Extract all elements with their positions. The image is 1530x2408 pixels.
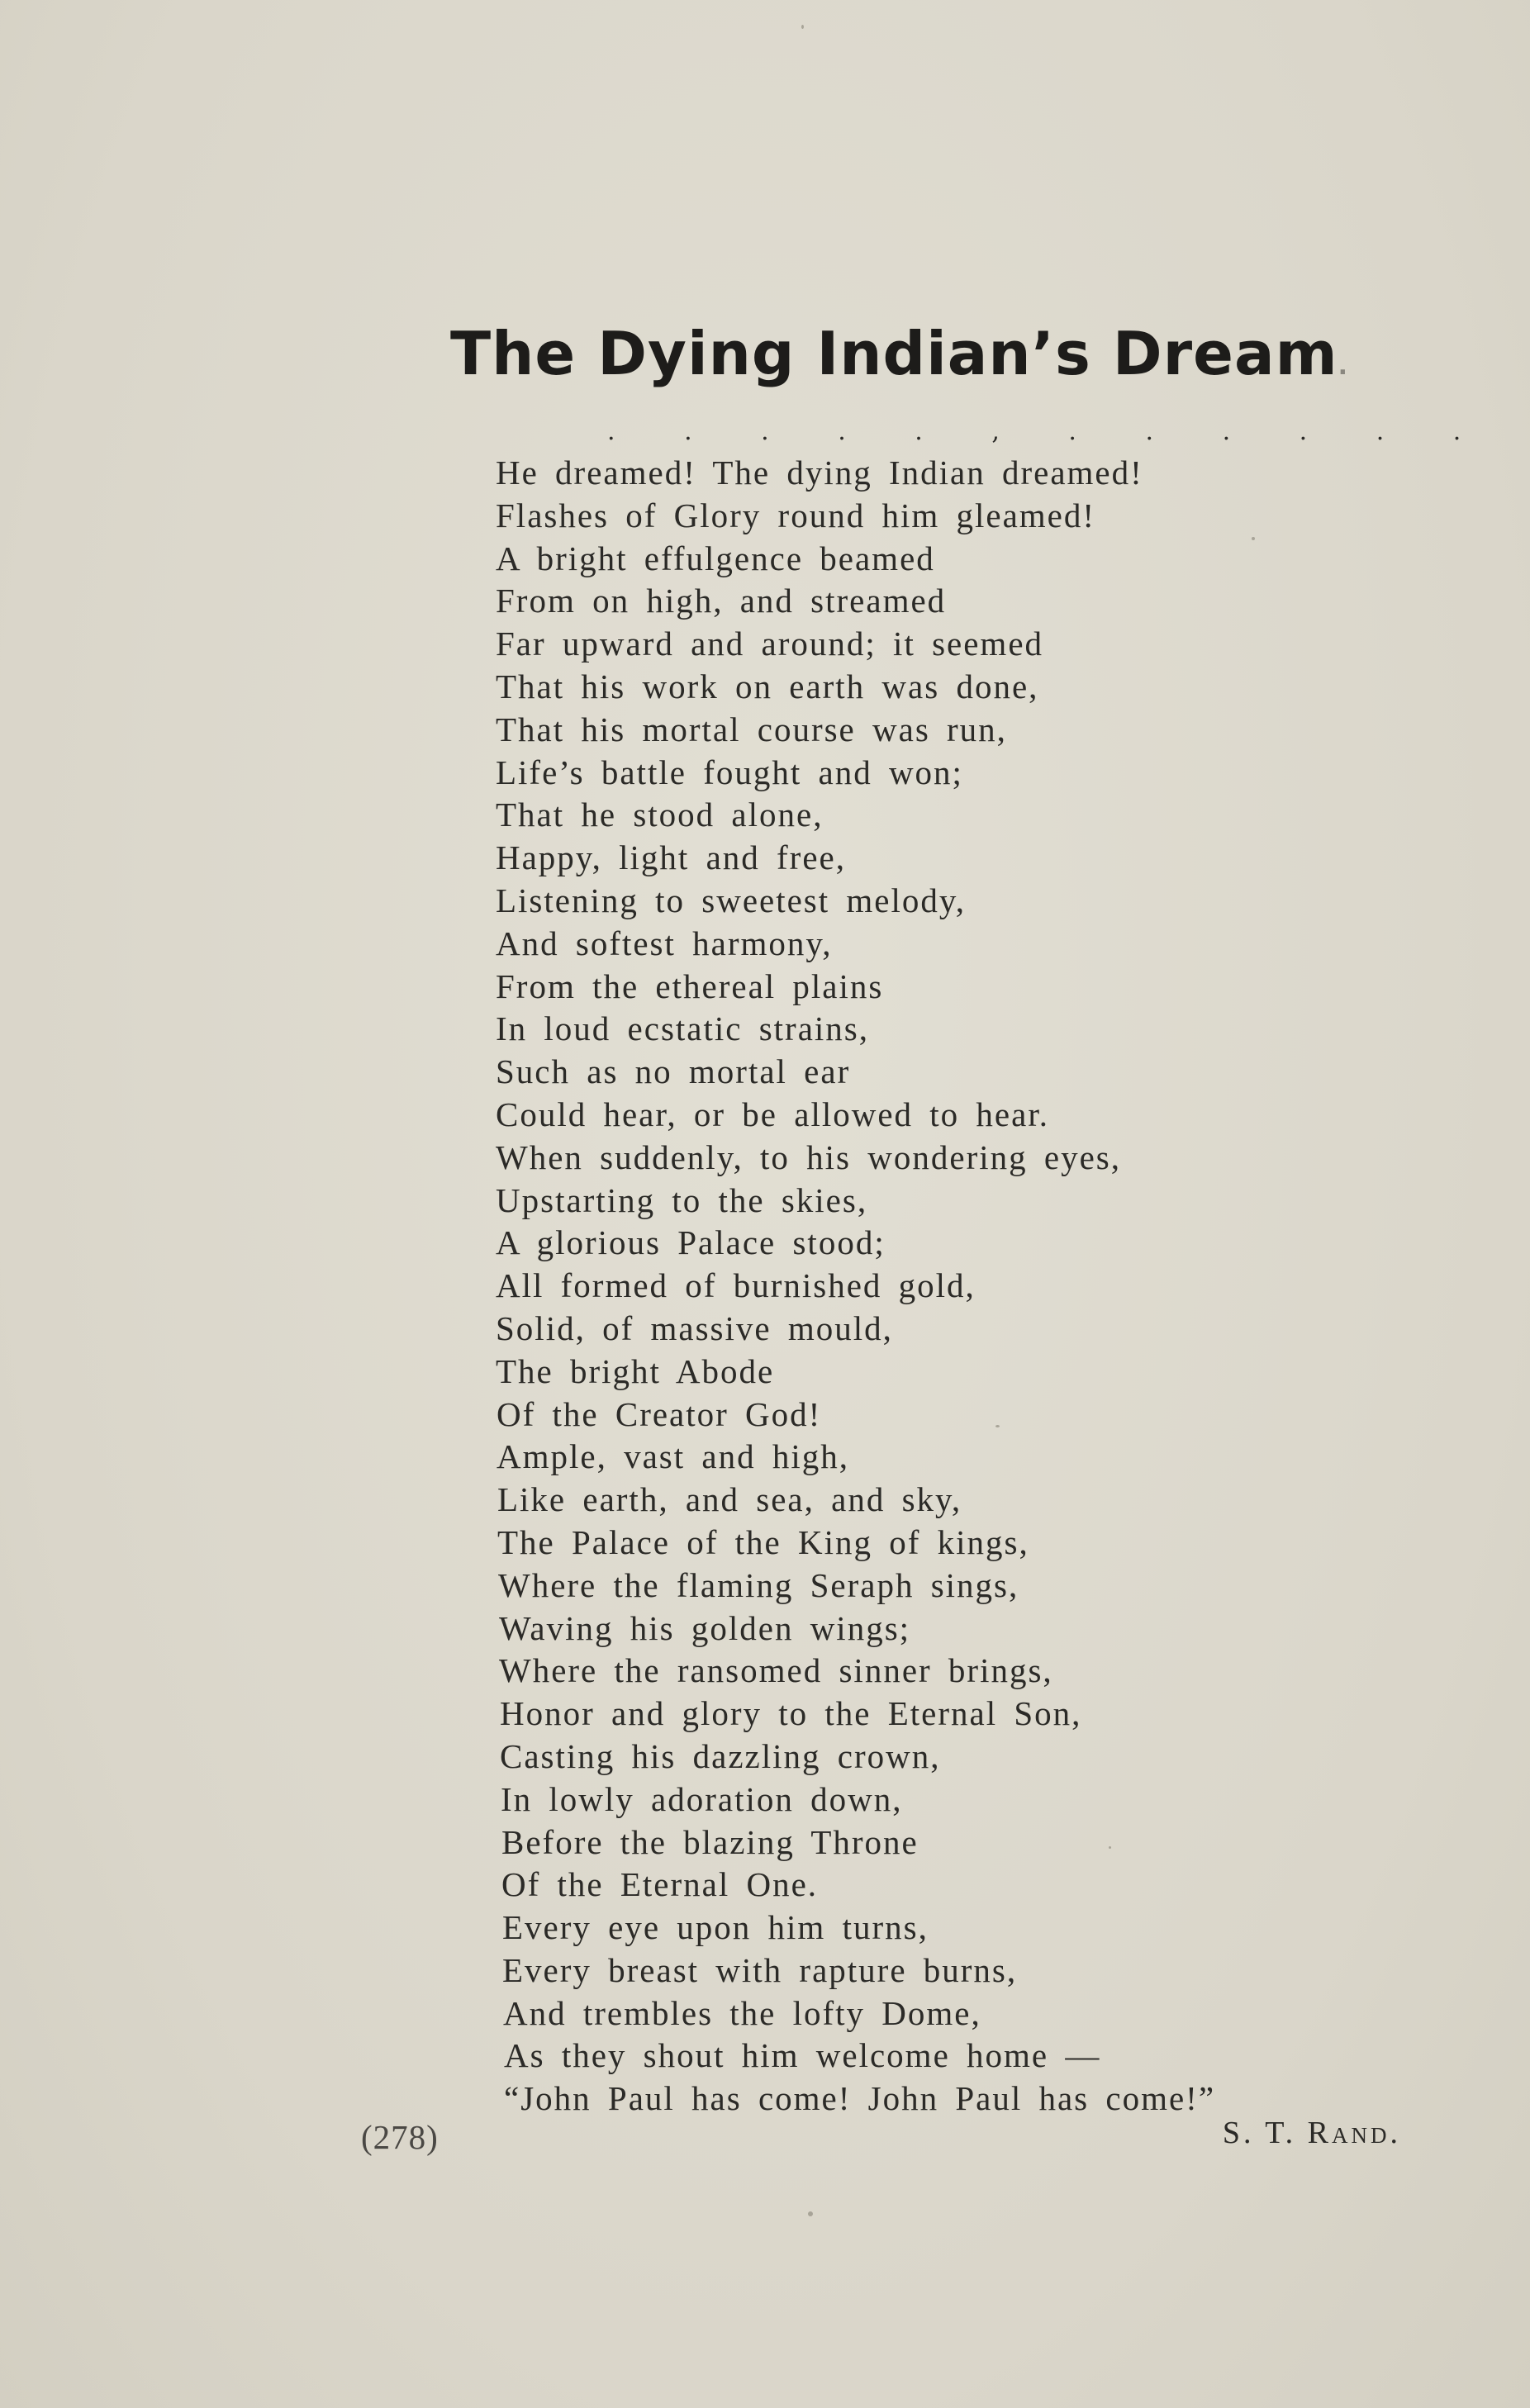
- poem-line: Every eye upon him turns,: [502, 1908, 929, 1947]
- poem-line: “John Paul has come! John Paul has come!”: [504, 2079, 1216, 2118]
- poem-line: Before the blazing Throne: [501, 1822, 919, 1861]
- poem-line: Every breast with rapture burns,: [502, 1950, 1018, 1989]
- poem-line: Far upward and around; it seemed: [496, 625, 1044, 663]
- paper-speck: [808, 2211, 813, 2216]
- poem-line: Where the ransomed sinner brings,: [499, 1651, 1053, 1690]
- author-signature: S. T. Rand.: [1222, 2116, 1401, 2150]
- poem-line: A bright effulgence beamed: [496, 539, 935, 577]
- paper-speck: [1252, 537, 1255, 540]
- poem-line: When suddenly, to his wondering eyes,: [496, 1138, 1121, 1176]
- poem-line: Casting his dazzling crown,: [500, 1736, 941, 1775]
- poem-line: Of the Eternal One.: [501, 1865, 819, 1904]
- poem-line: Life’s battle fought and won;: [496, 753, 963, 791]
- poem-line: Upstarting to the skies,: [496, 1180, 868, 1219]
- poem-line: That he stood alone,: [496, 796, 824, 834]
- poem-line: Like earth, and sea, and sky,: [497, 1480, 962, 1519]
- poem-line: The Palace of the King of kings,: [497, 1522, 1029, 1561]
- poem-line: Could hear, or be allowed to hear.: [496, 1095, 1049, 1133]
- poem-line: A glorious Palace stood;: [496, 1223, 886, 1262]
- poem-line: In loud ecstatic strains,: [496, 1009, 870, 1048]
- paper-speck: [995, 1425, 1000, 1427]
- paper-speck: [801, 25, 804, 29]
- poem-line: Of the Creator God!: [497, 1394, 822, 1433]
- poem-line: Such as no mortal ear: [496, 1052, 851, 1091]
- ornamental-dot-row: . . . . . , . . . . . .: [607, 417, 1492, 446]
- poem-line: Ample, vast and high,: [497, 1437, 849, 1476]
- poem-title-text: The Dying Indian’s Dream: [450, 319, 1338, 388]
- poem-line: From the ethereal plains: [496, 967, 884, 1005]
- title-trailing-mark: .: [1338, 352, 1349, 381]
- poem-line: Solid, of massive mould,: [496, 1308, 893, 1347]
- poem-line: Waving his golden wings;: [499, 1608, 911, 1647]
- page-number: (278): [361, 2118, 439, 2156]
- poem-line: From on high, and streamed: [496, 582, 947, 620]
- poem-line: Honor and glory to the Eternal Son,: [500, 1694, 1082, 1733]
- poem-line: Flashes of Glory round him gleamed!: [496, 496, 1096, 534]
- poem-line: He dreamed! The dying Indian dreamed!: [496, 454, 1143, 492]
- poem-title: [450, 312, 1348, 408]
- poem-line: As they shout him welcome home —: [504, 2036, 1101, 2075]
- poem-line: The bright Abode: [496, 1351, 775, 1390]
- poem-line: In lowly adoration down,: [501, 1779, 903, 1818]
- poem-line: Happy, light and free,: [496, 838, 846, 877]
- paper-speck: [1109, 1846, 1111, 1849]
- poem-line: That his mortal course was run,: [496, 710, 1007, 748]
- poem-line: And trembles the lofty Dome,: [503, 1993, 981, 2032]
- poem-body: [496, 452, 1322, 2121]
- poem-line: Listening to sweetest melody,: [496, 881, 966, 919]
- poem-line: That his work on earth was done,: [496, 667, 1039, 705]
- poem-line: Where the flaming Seraph sings,: [498, 1565, 1019, 1604]
- poem-line: And softest harmony,: [496, 924, 833, 962]
- poem-line: All formed of burnished gold,: [496, 1266, 976, 1305]
